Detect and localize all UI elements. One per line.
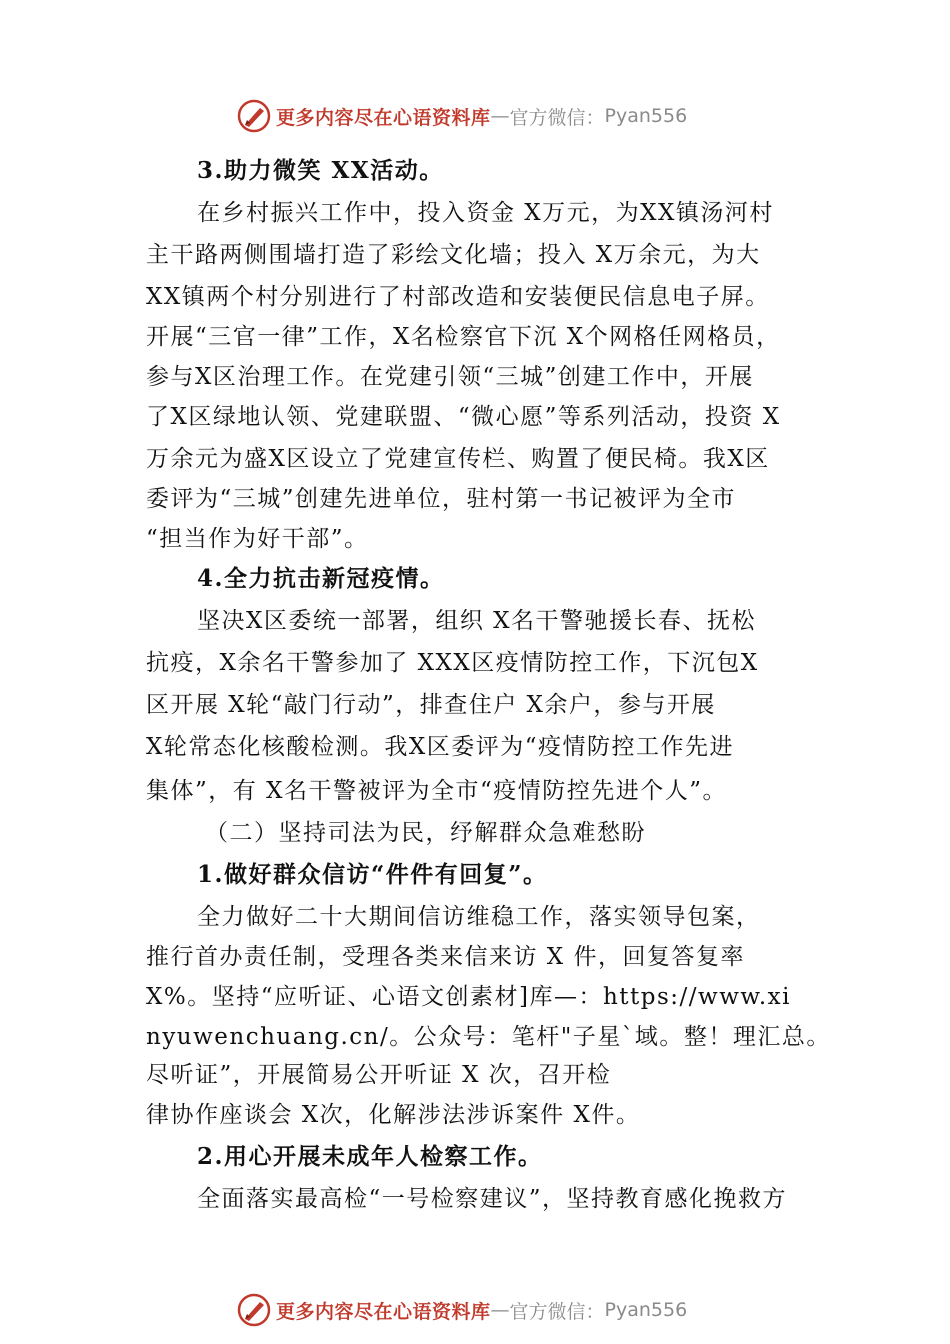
paragraph-line: 尽听证”，开展简易公开听证 X 次，召开检 <box>146 1062 612 1088</box>
paragraph-line: 全力做好二十大期间信访维稳工作，落实领导包案， <box>197 904 761 930</box>
watermark-dash: — <box>490 1299 510 1321</box>
section-heading-2: （二）坚持司法为民，纾解群众急难愁盼 <box>205 820 646 846</box>
paragraph-line: 主干路两侧围墙打造了彩绘文化墙；投入 X万余元，为大 <box>146 242 761 268</box>
heading-1: 1.做好群众信访“件件有回复”。 <box>197 861 548 888</box>
paragraph-line: 推行首办责任制，受理各类来信来访 X 件，回复答复率 <box>146 944 745 970</box>
heading-2: 2.用心开展未成年人检察工作。 <box>197 1143 543 1170</box>
paragraph-line: 坚决X区委统一部署，组织 X名干警驰援长春、抚松 <box>197 608 757 634</box>
paragraph-line: 委评为“三城”创建先进单位，驻村第一书记被评为全市 <box>146 486 737 512</box>
watermark-banner-bottom <box>236 1290 736 1330</box>
watermark-banner-top <box>236 96 736 136</box>
watermark-brand: 更多内容尽在心语资料库 <box>276 1300 491 1323</box>
watermark-wechat-id: Pyan556 <box>604 105 688 127</box>
paragraph-line: XX镇两个村分别进行了村部改造和安装便民信息电子屏。 <box>146 284 770 310</box>
paragraph-line: 在乡村振兴工作中，投入资金 X万元，为XX镇汤河村 <box>197 200 774 226</box>
paragraph-line: nyuwenchuang.cn/。公众号：笔杆"子星`域。整！理汇总。 <box>146 1024 831 1050</box>
paragraph-line: “担当作为好干部”。 <box>146 526 369 552</box>
watermark-brand: 更多内容尽在心语资料库 <box>276 106 491 129</box>
watermark-official-label: 官方微信： <box>509 106 605 129</box>
paragraph-line: 万余元为盛X区设立了党建宣传栏、购置了便民椅。我X区 <box>146 446 770 472</box>
paragraph-line: 区开展 X轮“敲门行动”，排查住户 X余户，参与开展 <box>146 692 716 718</box>
paragraph-line: 全面落实最高检“一号检察建议”，坚持教育感化挽救方 <box>197 1186 788 1212</box>
paragraph-line: 抗疫，X余名干警参加了 XXX区疫情防控工作，下沉包X <box>146 650 759 676</box>
heading-3: 3.助力微笑 XX活动。 <box>197 157 444 184</box>
paragraph-line: 了X区绿地认领、党建联盟、“微心愿”等系列活动，投资 X <box>146 404 781 430</box>
watermark-dash: — <box>490 105 510 127</box>
watermark-wechat-id: Pyan556 <box>604 1299 688 1321</box>
paragraph-line: 开展“三官一律”工作，X名检察官下沉 X个网格任网格员， <box>146 324 781 350</box>
paragraph-line: 参与X区治理工作。在党建引领“三城”创建工作中，开展 <box>146 364 754 390</box>
paragraph-line: X%。坚持“应听证、心语文创素材]库—：https://www.xi <box>146 984 792 1010</box>
paragraph-line: 律协作座谈会 X次，化解涉法涉诉案件 X件。 <box>146 1102 641 1128</box>
heading-4: 4.全力抗击新冠疫情。 <box>197 565 445 592</box>
paragraph-line: 集体”，有 X名干警被评为全市“疫情防控先进个人”。 <box>146 778 727 804</box>
paragraph-line: X轮常态化核酸检测。我X区委评为“疫情防控工作先进 <box>146 734 735 760</box>
pen-logo-icon <box>236 98 272 134</box>
watermark-official-label: 官方微信： <box>509 1300 605 1323</box>
pen-logo-icon <box>236 1292 272 1328</box>
